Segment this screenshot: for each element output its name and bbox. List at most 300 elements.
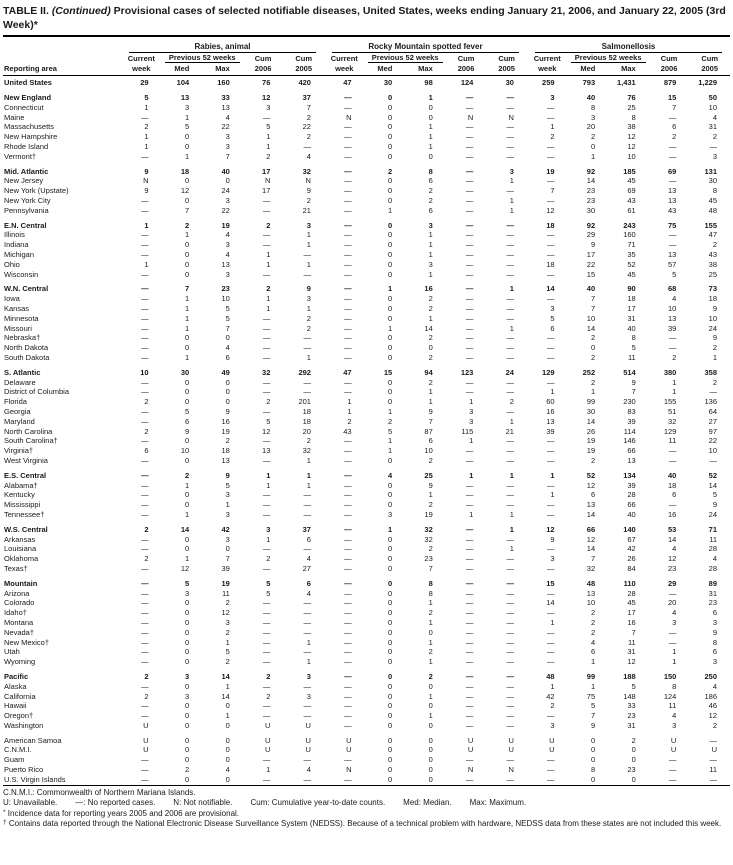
value-cell: 4 xyxy=(712,554,717,564)
value-cell: 3 xyxy=(225,509,230,519)
value-cell: 13 xyxy=(667,186,677,196)
value-cell: 94 xyxy=(424,367,433,377)
value-cell: 19 xyxy=(586,446,596,456)
table-row xyxy=(3,240,730,250)
table-row xyxy=(3,598,730,608)
value-cell: 1 xyxy=(428,617,433,627)
value-cell: — xyxy=(465,657,474,667)
value-cell: 75 xyxy=(667,220,677,230)
value-cell: — xyxy=(547,509,555,519)
value-cell: — xyxy=(141,333,149,343)
value-cell: 1 xyxy=(550,490,555,500)
value-cell: — xyxy=(262,657,271,667)
table-row xyxy=(3,142,730,152)
value-cell: 0 xyxy=(387,701,393,711)
col-header-cum: Cum xyxy=(701,54,718,64)
value-cell: 0 xyxy=(185,176,190,186)
value-cell: — xyxy=(344,269,352,279)
value-cell: — xyxy=(506,436,514,446)
value-cell: 31 xyxy=(708,588,717,598)
value-cell: — xyxy=(262,617,271,627)
value-cell: 7 xyxy=(185,284,190,294)
col-header-previous-52-weeks-label: Previous 52 weeks xyxy=(165,53,240,63)
value-cell: 1 xyxy=(387,524,393,534)
value-cell: 8 xyxy=(712,186,717,196)
value-cell: 5 xyxy=(266,122,271,132)
value-cell: 71 xyxy=(708,524,717,534)
value-cell: — xyxy=(344,122,352,132)
group-header-rocky-mountain-spotted-fever xyxy=(324,37,527,53)
value-cell: — xyxy=(547,711,555,721)
table-row xyxy=(3,270,730,280)
value-cell: — xyxy=(465,608,474,618)
value-cell: 3 xyxy=(225,142,230,152)
col-header-week: week xyxy=(121,63,162,76)
value-cell: — xyxy=(141,269,149,279)
value-cell: — xyxy=(262,353,271,362)
value-cell: 3 xyxy=(225,240,230,250)
value-cell: 1 xyxy=(306,240,311,250)
value-cell: 1 xyxy=(509,509,514,519)
footnote-cnmi: C.N.M.I.: Commonwealth of Northern Mariana Islands. xyxy=(3,787,196,797)
value-cell: 0 xyxy=(428,755,433,765)
value-cell: 0 xyxy=(185,711,190,721)
value-cell: 8 xyxy=(631,333,636,343)
value-cell: 1 xyxy=(428,313,433,323)
value-cell: 7 xyxy=(225,151,230,161)
value-cell: 3 xyxy=(469,416,474,426)
value-cell: 1 xyxy=(428,230,433,240)
value-cell: 1 xyxy=(144,220,149,230)
value-cell: 0 xyxy=(225,397,230,407)
value-cell: — xyxy=(506,720,514,730)
table-row xyxy=(3,294,730,304)
table-row xyxy=(3,466,730,481)
value-cell: — xyxy=(141,774,149,784)
table-row xyxy=(3,343,730,353)
table-row xyxy=(3,88,730,103)
value-cell: 5 xyxy=(225,647,230,657)
value-cell: — xyxy=(262,647,271,657)
value-cell: 2 xyxy=(306,132,311,142)
table-row xyxy=(3,333,730,343)
value-cell: 3 xyxy=(428,220,433,230)
value-cell: — xyxy=(262,755,271,765)
value-cell: 92 xyxy=(586,220,596,230)
value-cell: 0 xyxy=(225,377,230,387)
value-cell: 2 xyxy=(266,220,271,230)
value-cell: 4 xyxy=(672,711,677,721)
value-cell: 13 xyxy=(667,313,677,323)
value-cell: 0 xyxy=(387,313,393,323)
value-cell: 2 xyxy=(672,132,677,142)
value-cell: — xyxy=(668,333,677,343)
value-cell: — xyxy=(344,230,352,240)
value-cell: — xyxy=(344,588,352,598)
reporting-area-cell: Texas† xyxy=(4,563,28,573)
value-cell: 4 xyxy=(225,250,230,260)
reporting-area-cell: Ohio xyxy=(4,259,20,269)
value-cell: 3 xyxy=(550,93,555,103)
value-cell: 73 xyxy=(708,284,717,294)
value-cell: — xyxy=(465,230,474,240)
value-cell: U xyxy=(467,745,474,755)
reporting-area-cell: E.S. Central xyxy=(4,470,47,480)
value-cell: 51 xyxy=(667,406,677,416)
table-row xyxy=(3,176,730,186)
footnote-star-text: Incidence data for reporting years 2005 and 2006 are provisional. xyxy=(7,808,240,818)
value-cell: 1 xyxy=(266,132,271,142)
value-cell: — xyxy=(262,563,271,573)
footnote-dagger-text: Contains data reported through the National Electronic Disease Surveillance System (NEDSS). Because of a technical problem with hardware, NEDSS data from these states are not included this week. xyxy=(8,819,722,829)
value-cell: 11 xyxy=(627,637,636,647)
value-cell: 25 xyxy=(627,102,636,112)
value-cell: 0 xyxy=(185,250,190,260)
reporting-area-cell: W.S. Central xyxy=(4,524,48,534)
value-cell: N xyxy=(467,765,474,775)
value-cell: — xyxy=(465,647,474,657)
reporting-area-cell: Colorado xyxy=(4,598,35,608)
value-cell: 1 xyxy=(469,397,474,407)
value-cell: — xyxy=(303,681,311,691)
value-cell: — xyxy=(547,294,555,304)
value-cell: — xyxy=(506,93,514,103)
value-cell: 48 xyxy=(708,205,717,215)
value-cell: — xyxy=(303,500,311,510)
value-cell: 18 xyxy=(627,294,636,304)
value-cell: 0 xyxy=(225,735,230,745)
col-header-current: Current xyxy=(330,54,358,64)
value-cell: 8 xyxy=(590,102,596,112)
value-cell: 1 xyxy=(590,657,596,667)
value-cell: 15 xyxy=(586,269,596,279)
value-cell: 110 xyxy=(623,578,636,588)
value-cell: — xyxy=(262,544,271,554)
reporting-area-cell: Florida xyxy=(4,397,27,407)
value-cell: — xyxy=(262,509,271,519)
value-cell: 2 xyxy=(550,132,555,142)
value-cell: — xyxy=(303,509,311,519)
value-cell: — xyxy=(344,151,352,161)
table-row xyxy=(3,667,730,682)
value-cell: 7 xyxy=(590,554,596,564)
value-cell: 4 xyxy=(387,470,393,480)
value-cell: 0 xyxy=(387,720,393,730)
value-cell: 1 xyxy=(590,387,596,397)
value-cell: — xyxy=(262,205,271,215)
value-cell: 0 xyxy=(387,304,393,314)
value-cell: — xyxy=(344,544,352,554)
value-cell: — xyxy=(465,671,474,681)
value-cell: — xyxy=(506,122,514,132)
value-cell: 5 xyxy=(550,313,555,323)
value-cell: 12 xyxy=(627,142,636,152)
reporting-area-cell: Alaska xyxy=(4,681,27,691)
value-cell: — xyxy=(506,588,514,598)
reporting-area-cell: S. Atlantic xyxy=(4,367,41,377)
value-cell: 4 xyxy=(672,608,677,618)
value-cell: 9 xyxy=(185,426,190,436)
value-cell: — xyxy=(547,343,555,353)
value-cell: 14 xyxy=(586,509,596,519)
value-cell: 8 xyxy=(428,588,433,598)
value-cell: 47 xyxy=(343,78,352,88)
value-cell: 2 xyxy=(428,196,433,206)
value-cell: 0 xyxy=(387,343,393,353)
value-cell: 0 xyxy=(185,681,190,691)
table-title-continued: (Continued) xyxy=(51,5,111,17)
value-cell: — xyxy=(303,377,311,387)
col-header-week: week xyxy=(527,63,568,76)
value-cell: 99 xyxy=(586,671,596,681)
value-cell: 30 xyxy=(505,78,514,88)
value-cell: 9 xyxy=(590,720,596,730)
value-cell: 2 xyxy=(712,377,717,387)
value-cell: 0 xyxy=(387,681,393,691)
value-cell: — xyxy=(465,500,474,510)
value-cell: 7 xyxy=(631,627,636,637)
value-cell: — xyxy=(344,657,352,667)
value-cell: 0 xyxy=(185,774,190,784)
notifiable-diseases-table xyxy=(3,37,730,785)
value-cell: — xyxy=(141,563,149,573)
value-cell: 45 xyxy=(627,598,636,608)
value-cell: 1 xyxy=(469,509,474,519)
value-cell: 12 xyxy=(546,205,555,215)
value-cell: — xyxy=(141,490,149,500)
value-cell: — xyxy=(141,534,149,544)
value-cell: 1 xyxy=(144,132,149,142)
value-cell: 1 xyxy=(550,681,555,691)
value-cell: 2 xyxy=(428,294,433,304)
value-cell: 30 xyxy=(180,367,190,377)
value-cell: 13 xyxy=(586,500,596,510)
value-cell: 20 xyxy=(667,598,677,608)
reporting-area-cell: New Mexico† xyxy=(4,637,50,647)
value-cell: N xyxy=(508,112,514,122)
value-cell: 1 xyxy=(509,544,514,554)
value-cell: — xyxy=(303,343,311,353)
value-cell: — xyxy=(262,608,271,618)
value-cell: 1 xyxy=(266,259,271,269)
value-cell: 5 xyxy=(185,406,190,416)
header-spacer xyxy=(3,37,121,53)
value-cell: — xyxy=(262,490,271,500)
value-cell: 24 xyxy=(505,367,514,377)
value-cell: — xyxy=(141,701,149,711)
value-cell: 1 xyxy=(469,470,474,480)
value-cell: 43 xyxy=(708,250,717,260)
value-cell: — xyxy=(344,711,352,721)
value-cell: 0 xyxy=(387,637,393,647)
value-cell: — xyxy=(141,681,149,691)
value-cell: — xyxy=(465,142,474,152)
value-cell: 0 xyxy=(428,343,433,353)
value-cell: 1 xyxy=(266,142,271,152)
value-cell: 23 xyxy=(221,284,230,294)
value-cell: 17 xyxy=(586,250,596,260)
value-cell: 2 xyxy=(590,608,596,618)
value-cell: 2 xyxy=(428,333,433,343)
value-cell: — xyxy=(709,142,717,152)
value-cell: 0 xyxy=(185,755,190,765)
value-cell: 17 xyxy=(627,608,636,618)
value-cell: 11 xyxy=(709,534,717,544)
value-cell: 47 xyxy=(708,230,717,240)
value-cell: — xyxy=(506,554,514,564)
value-cell: — xyxy=(547,151,555,161)
value-cell: — xyxy=(344,323,352,333)
reporting-area-cell: W.N. Central xyxy=(4,284,49,294)
value-cell: 25 xyxy=(708,269,717,279)
value-cell: 6 xyxy=(428,205,433,215)
value-cell: 1 xyxy=(306,470,311,480)
value-cell: 2 xyxy=(428,608,433,618)
value-cell: 1 xyxy=(266,480,271,490)
value-cell: — xyxy=(303,333,311,343)
value-cell: — xyxy=(506,220,514,230)
value-cell: 2 xyxy=(266,284,271,294)
value-cell: 0 xyxy=(225,544,230,554)
value-cell: 2 xyxy=(712,720,717,730)
value-cell: — xyxy=(344,220,352,230)
value-cell: 1 xyxy=(144,142,149,152)
value-cell: 15 xyxy=(546,578,555,588)
value-cell: 0 xyxy=(185,259,190,269)
value-cell: 124 xyxy=(460,78,474,88)
value-cell: 22 xyxy=(586,259,596,269)
value-cell: 1 xyxy=(266,765,271,775)
value-cell: — xyxy=(262,323,271,333)
value-cell: 131 xyxy=(704,166,717,176)
value-cell: 4 xyxy=(225,765,230,775)
value-cell: — xyxy=(465,563,474,573)
value-cell: — xyxy=(465,132,474,142)
value-cell: 0 xyxy=(387,142,393,152)
value-cell: 104 xyxy=(176,78,190,88)
value-cell: 0 xyxy=(387,554,393,564)
table-row xyxy=(3,574,730,589)
value-cell: 18 xyxy=(546,259,555,269)
value-cell: 9 xyxy=(428,406,433,416)
value-cell: 2 xyxy=(590,627,596,637)
footnote-star-marker: * xyxy=(3,808,6,816)
col-header-2005: 2005 xyxy=(689,63,730,76)
value-cell: 2 xyxy=(266,397,271,407)
value-cell: 0 xyxy=(387,627,393,637)
value-cell: U xyxy=(346,735,352,745)
value-cell: 22 xyxy=(221,205,230,215)
reporting-area-cell: Nevada† xyxy=(4,627,35,637)
value-cell: 5 xyxy=(225,313,230,323)
value-cell: 24 xyxy=(708,323,717,333)
col-header-med: Med xyxy=(162,63,203,76)
value-cell: 6 xyxy=(672,490,677,500)
value-cell: 0 xyxy=(225,176,230,186)
value-cell: 13 xyxy=(667,250,677,260)
value-cell: 123 xyxy=(460,367,474,377)
value-cell: 0 xyxy=(387,490,393,500)
value-cell: — xyxy=(547,250,555,260)
value-cell: 6 xyxy=(428,176,433,186)
value-cell: 0 xyxy=(387,735,393,745)
value-cell: 1 xyxy=(550,617,555,627)
value-cell: 160 xyxy=(217,78,230,88)
reporting-area-cell: United States xyxy=(4,78,52,88)
value-cell: — xyxy=(262,343,271,353)
value-cell: 0 xyxy=(387,196,393,206)
value-cell: U xyxy=(143,735,149,745)
value-cell: 49 xyxy=(221,367,230,377)
value-cell: 4 xyxy=(306,588,311,598)
col-header-2005: 2005 xyxy=(486,63,527,76)
value-cell: 1 xyxy=(347,397,352,407)
value-cell: — xyxy=(668,142,677,152)
value-cell: — xyxy=(141,196,149,206)
value-cell: N xyxy=(264,176,271,186)
value-cell: — xyxy=(344,196,352,206)
value-cell: 16 xyxy=(221,416,230,426)
value-cell: 9 xyxy=(306,186,311,196)
value-cell: 1 xyxy=(550,387,555,397)
value-cell: — xyxy=(506,480,514,490)
value-cell: 0 xyxy=(185,627,190,637)
value-cell: 28 xyxy=(627,490,636,500)
value-cell: — xyxy=(547,240,555,250)
value-cell: — xyxy=(506,711,514,721)
value-cell: — xyxy=(262,598,271,608)
value-cell: 0 xyxy=(387,333,393,343)
value-cell: — xyxy=(262,313,271,323)
value-cell: 0 xyxy=(387,578,393,588)
value-cell: — xyxy=(141,647,149,657)
value-cell: — xyxy=(262,627,271,637)
table-row xyxy=(3,250,730,260)
value-cell: 0 xyxy=(225,755,230,765)
table-row xyxy=(3,446,730,456)
value-cell: 2 xyxy=(428,500,433,510)
value-cell: 2 xyxy=(225,598,230,608)
value-cell: — xyxy=(344,132,352,142)
value-cell: U xyxy=(305,720,311,730)
value-cell: 52 xyxy=(586,470,596,480)
value-cell: 14 xyxy=(546,598,555,608)
value-cell: 33 xyxy=(221,93,230,103)
value-cell: — xyxy=(141,755,149,765)
value-cell: 1 xyxy=(185,554,190,564)
value-cell: 188 xyxy=(623,671,636,681)
value-cell: — xyxy=(709,774,717,784)
value-cell: 14 xyxy=(586,176,596,186)
col-header-cum: Cum xyxy=(254,54,272,64)
value-cell: U xyxy=(305,745,311,755)
table-row xyxy=(3,535,730,545)
value-cell: — xyxy=(506,578,514,588)
value-cell: 1 xyxy=(387,284,393,294)
value-cell: — xyxy=(465,588,474,598)
value-cell: 23 xyxy=(586,196,596,206)
value-cell: 19 xyxy=(546,166,555,176)
value-cell: — xyxy=(547,377,555,387)
value-cell: 53 xyxy=(667,524,677,534)
value-cell: — xyxy=(262,681,271,691)
value-cell: — xyxy=(668,627,677,637)
reporting-area-cell: South Dakota xyxy=(4,353,50,362)
value-cell: 129 xyxy=(663,426,677,436)
value-cell: 0 xyxy=(185,269,190,279)
col-header-current: Current xyxy=(533,54,561,64)
value-cell: 14 xyxy=(586,544,596,554)
